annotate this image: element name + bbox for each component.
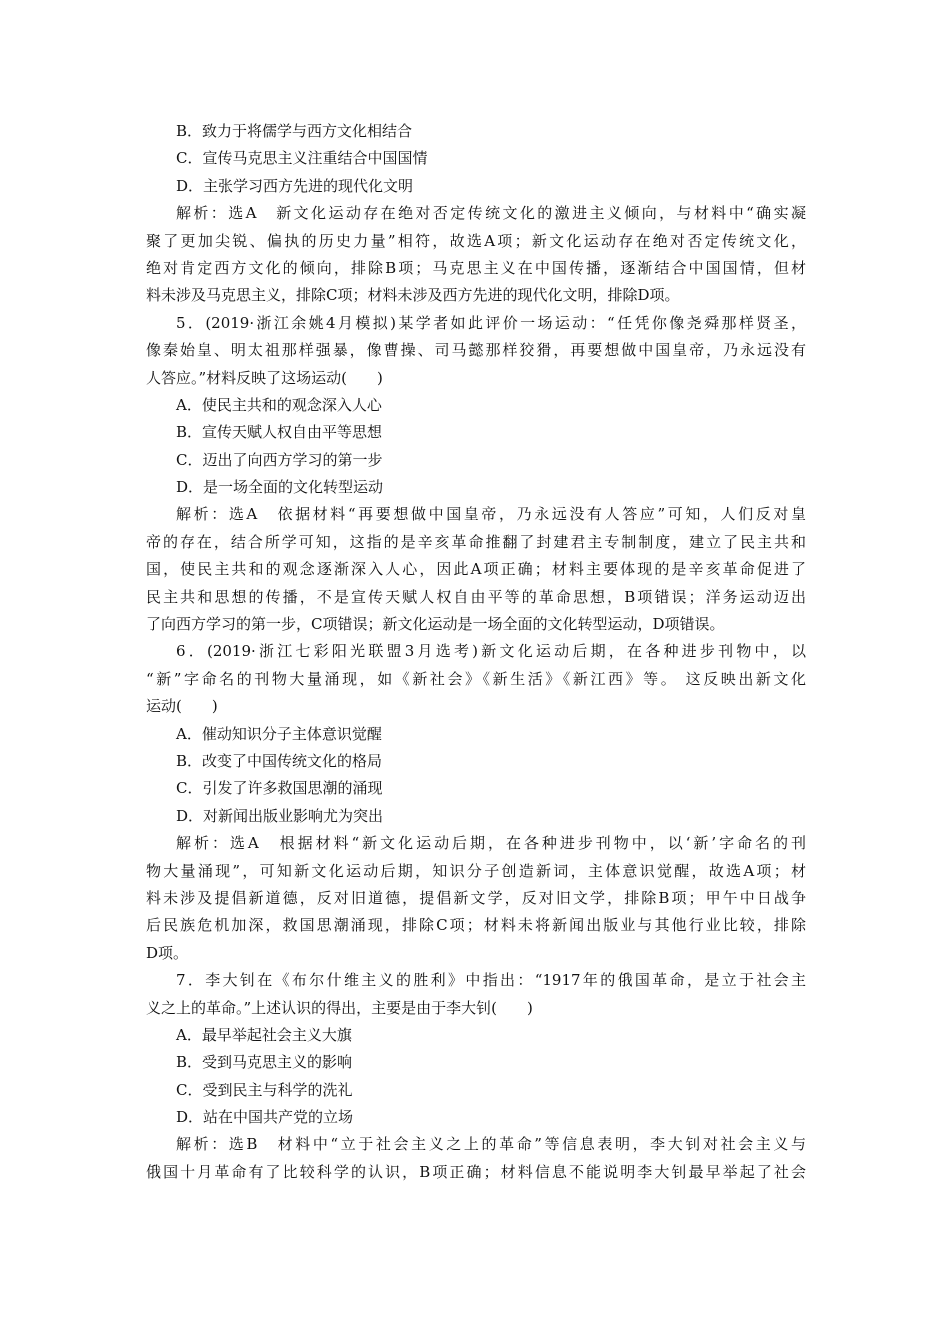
- analysis-line: 后民族危机加深，救国思潮涌现，排除C项；材料未将新闻出版业与其他行业比较，排除: [146, 916, 806, 935]
- analysis-line: 物大量涌现”，可知新文化运动后期，知识分子创造新词，主体意识觉醒，故选A项；材: [146, 861, 806, 880]
- option-b: B．致力于将儒学与西方文化相结合: [176, 122, 413, 140]
- analysis-line: 聚了更加尖锐、偏执的历史力量”相符，故选A项；新文化运动存在绝对否定传统文化，: [146, 231, 806, 250]
- stem-line: 7．李大钊在《布尔什维主义的胜利》中指出：“1917年的俄国革命，是立于社会主: [176, 971, 806, 990]
- stem-line: “新”字命名的刊物大量涌现，如《新社会》《新生活》《新江西》等。 这反映出新文化: [146, 669, 806, 688]
- option-a: A．最早举起社会主义大旗: [176, 1025, 352, 1044]
- question-6-options: [146, 721, 806, 831]
- question-7-analysis: [146, 1131, 806, 1186]
- stem-line: 人答应。”材料反映了这场运动( ): [146, 368, 383, 387]
- analysis-line: 解析：选A 新文化运动存在绝对否定传统文化的激进主义倾向，与材料中“确实凝: [176, 204, 806, 223]
- analysis-line: 料未涉及马克思主义，排除C项；材料未涉及西方先进的现代化文明，排除D项。: [146, 286, 680, 305]
- question-5-analysis: [146, 501, 806, 638]
- question-content: [146, 118, 806, 1186]
- analysis-line: 料未涉及提倡新道德，反对旧道德，提倡新文学，反对旧文学，排除B项；甲午中日战争: [146, 888, 806, 907]
- question-6-analysis: [146, 830, 806, 967]
- question-6-stem: [146, 638, 806, 720]
- option-d: D．站在中国共产党的立场: [176, 1108, 354, 1127]
- stem-line: 5．(2019·浙江余姚4月模拟)某学者如此评价一场运动：“任凭你像尧舜那样贤圣，: [176, 313, 806, 332]
- question-5-stem: [146, 310, 806, 392]
- option-b: B．改变了中国传统文化的格局: [176, 751, 383, 770]
- question-5-options: [146, 392, 806, 502]
- analysis-line: 俄国十月革命有了比较科学的认识，B项正确；材料信息不能说明李大钊最早举起了社会: [146, 1162, 806, 1181]
- analysis-line: 国，使民主共和的观念逐渐深入人心，因此A项正确；材料主要体现的是辛亥革命促进了: [146, 560, 806, 579]
- stem-line: 运动( ): [146, 697, 218, 716]
- option-a: A．使民主共和的观念深入人心: [176, 395, 382, 414]
- question-7-options: [146, 1022, 806, 1132]
- stem-line: 像秦始皇、明太祖那样强暴，像曹操、司马懿那样狡猾，再要想做中国皇帝，乃永远没有: [146, 341, 806, 360]
- analysis-line: 绝对肯定西方文化的倾向，排除B项；马克思主义在中国传播，逐渐结合中国国情，但材: [146, 258, 806, 277]
- analysis-line: 解析：选A 依据材料“再要想做中国皇帝，乃永远没有人答应”可知，人们反对皇: [176, 505, 806, 524]
- analysis-line: 了向西方学习的第一步，C项错误；新文化运动是一场全面的文化转型运动，D项错误。: [146, 615, 725, 634]
- stem-line: 6．(2019·浙江七彩阳光联盟3月选考)新文化运动后期，在各种进步刊物中，以: [176, 642, 806, 661]
- option-a: A．催动知识分子主体意识觉醒: [176, 724, 382, 743]
- option-d: D．是一场全面的文化转型运动: [176, 478, 384, 497]
- option-d: D．主张学习西方先进的现代化文明: [176, 176, 414, 195]
- option-b: B．宣传天赋人权自由平等思想: [176, 423, 383, 442]
- question-7-stem: [146, 967, 806, 1022]
- analysis-line: 帝的存在，结合所学可知，这指的是辛亥革命推翻了封建君主专制制度，建立了民主共和: [146, 532, 806, 551]
- analysis-line: 解析：选B 材料中“立于社会主义之上的革命”等信息表明，李大钊对社会主义与: [176, 1135, 806, 1154]
- question-4-analysis: [146, 200, 806, 310]
- analysis-line: 解析：选A 根据材料“新文化运动后期，在各种进步刊物中，以‘新’字命名的刊: [176, 834, 806, 853]
- option-b: B．受到马克思主义的影响: [176, 1053, 353, 1072]
- analysis-line: 民主共和思想的传播，不是宣传天赋人权自由平等的革命思想，B项错误；洋务运动迈出: [146, 587, 806, 606]
- question-4-options: [146, 118, 806, 200]
- option-c: C．迈出了向西方学习的第一步: [176, 450, 383, 469]
- stem-line: 义之上的革命。”上述认识的得出，主要是由于李大钊( ): [146, 998, 533, 1017]
- analysis-line: D项。: [146, 943, 189, 962]
- option-c: C．受到民主与科学的洗礼: [176, 1080, 353, 1099]
- option-c: C．引发了许多救国思潮的涌现: [176, 779, 383, 798]
- option-d: D．对新闻出版业影响尤为突出: [176, 806, 384, 825]
- option-c: C．宣传马克思主义注重结合中国国情: [176, 149, 428, 168]
